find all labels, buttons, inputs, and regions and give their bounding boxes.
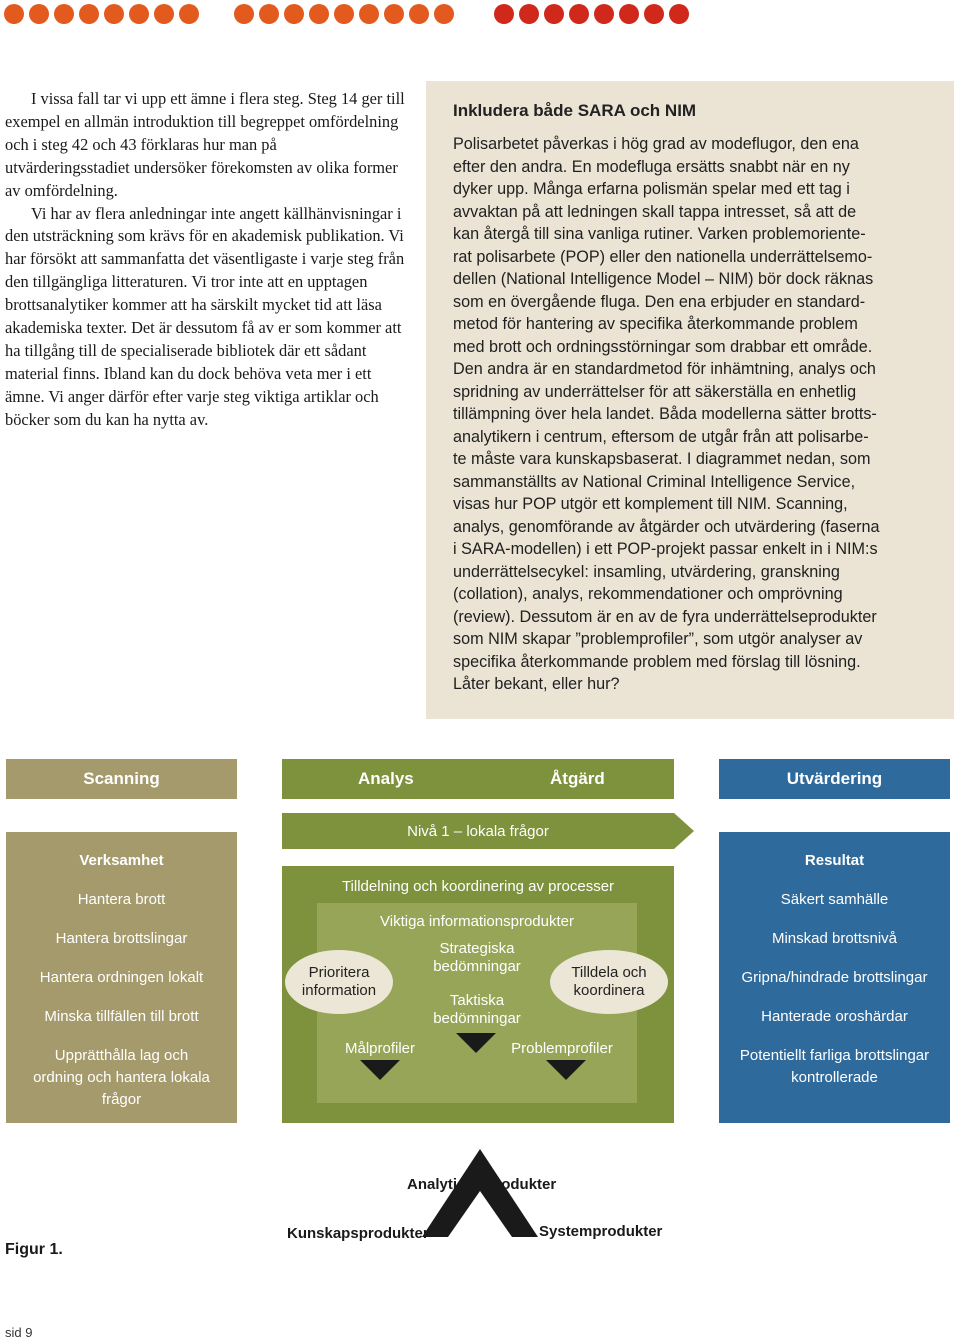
decorative-dot <box>309 4 329 24</box>
info-box-line: tillämpning över hela landet. Båda modellerna sätter brotts- <box>453 405 877 423</box>
decorative-dot <box>619 4 639 24</box>
prioritize-label: Prioritera information <box>301 964 377 999</box>
activity-item: Upprätthålla lag och ordning och hantera lokala frågor <box>33 1047 210 1108</box>
result-item: Hanterade oroshärdar <box>761 1008 908 1025</box>
decorative-dot <box>79 4 99 24</box>
info-box-line: sammanställts av National Criminal Intelligence Service, <box>453 472 856 491</box>
decorative-dot <box>54 4 74 24</box>
info-box-line: som NIM skapar ”problemprofiler”, som utgör analyser av <box>453 630 863 648</box>
activity-item: Hantera ordningen lokalt <box>39 969 204 986</box>
info-box-line: te måste vara kunskapsbaserat. I diagrammet nedan, som <box>453 450 871 468</box>
decorative-dot <box>384 4 404 24</box>
analytic-products-label: Analytiska produkter <box>407 1176 557 1193</box>
decorative-dot <box>594 4 614 24</box>
decorative-dot <box>494 4 514 24</box>
results-title: Resultat <box>804 852 865 869</box>
result-item: Säkert samhälle <box>780 891 889 908</box>
decorative-dot <box>669 4 689 24</box>
intro-paragraph-2: Vi har av flera anledningar inte angett källhänvisningar i den utsträckning som krävs för en akademisk publikation. Vi har försökt att sammanfatta det väsentligaste i varje steg från den tillgängliga litteraturen. Vi tror inte att en upptagen brottsanalytiker kommer att ha särskilt mycket tid att läsa akademiska texter. Det är dessutom få av er som kommer att ha tillgång till de specialiserade bibliotek där ett sådant material finns. Ibland kan du dock behöva veta mer i ett ämne. Vi anger därför efter varje steg viktiga artiklar och böcker som du kan ha nytta av. <box>5 203 405 429</box>
info-box-line: dellen (National Intelligence Model – NIM) bör dock räknas <box>453 270 874 288</box>
decorative-dot <box>234 4 254 24</box>
header-atgard-label: Åtgärd <box>550 769 605 788</box>
info-box-title: Inkludera både SARA och NIM <box>453 101 697 120</box>
decorative-dot <box>4 4 24 24</box>
strategic-assessments: Strategiska bedömningar <box>433 940 521 975</box>
result-item: Minskad brottsnivå <box>771 930 898 947</box>
triangle-marker <box>360 1060 400 1080</box>
prioritize-ellipse <box>285 950 393 1014</box>
header-analys-label: Analys <box>358 769 414 788</box>
header-scanning <box>6 759 237 799</box>
info-box-line: med brott och ordningsstörningar som drabbar ett område. <box>453 337 873 356</box>
target-profiles-label: Målprofiler <box>344 1040 416 1057</box>
decorative-dot <box>644 4 664 24</box>
info-box-line: spridning av underrättelser för att säkerställa en enhetlig <box>453 382 857 401</box>
info-box-line: kan återgå till sina vanliga rutiner. Varken problemoriente- <box>453 225 866 243</box>
decorative-dot <box>334 4 354 24</box>
activity-item: Hantera brottslingar <box>55 930 188 947</box>
header-utvardering-label: Utvärdering <box>786 769 883 788</box>
decorative-dot <box>434 4 454 24</box>
decorative-dot <box>544 4 564 24</box>
allocate-ellipse <box>550 950 668 1014</box>
info-box-line: metod för hantering av specifika återkommande problem <box>453 315 858 333</box>
result-item: Gripna/hindrade brottslingar <box>741 969 928 986</box>
decorative-dot <box>519 4 539 24</box>
info-box-line: Den andra är en standardmetod för inhämtning, analys och <box>453 360 876 378</box>
info-box-line: rat polisarbete (POP) eller den nationella underrättelsemo- <box>453 247 873 266</box>
allocate-label: Tilldela och koordinera <box>571 964 647 999</box>
triangle-marker <box>456 1033 496 1053</box>
intro-paragraph-1: I vissa fall tar vi upp ett ämne i flera steg. Steg 14 ger till exempel en allmän introduktion till begreppet omfördelning och i steg 42 och 43 förklaras hur man på utvärderingsstadiet undersöker förekomsten av olika former av omfördelning. <box>5 89 405 200</box>
info-box-line: Låter bekant, eller hur? <box>453 675 620 693</box>
activities-column <box>6 832 237 1123</box>
decorative-dot <box>104 4 124 24</box>
activity-item: Minska tillfällen till brott <box>44 1008 199 1025</box>
results-column <box>719 832 950 1123</box>
decorative-dot <box>359 4 379 24</box>
info-box-body <box>453 133 933 696</box>
activity-item: Hantera brott <box>77 891 166 908</box>
triangle-marker <box>546 1060 586 1080</box>
info-box-line: (collation), analys, rekommendationer och omprövning <box>453 585 843 603</box>
page-number: sid 9 <box>5 1325 33 1340</box>
info-box-line: analytikern i centrum, eftersom de utgår från att polisarbe- <box>453 427 869 446</box>
info-box-line: i SARA-modellen) i ett POP-projekt passar enkelt in i NIM:s <box>453 540 878 558</box>
system-products-label: Systemprodukter <box>539 1223 663 1240</box>
activities-title: Verksamhet <box>79 852 164 869</box>
level-arrow-label: Nivå 1 – lokala frågor <box>407 823 549 840</box>
info-box-line: dyker upp. Många erfarna polismän spelar med ett tag i <box>453 180 850 198</box>
header-utvardering <box>719 759 950 799</box>
process-title: Tilldelning och koordinering av processer <box>341 878 615 895</box>
info-box-line: (review). Dessutom är en av de fyra underrättelseprodukter <box>453 607 877 626</box>
result-item: Potentiellt farliga brottslingar kontrollerade <box>739 1047 930 1086</box>
info-box-line: Polisarbetet påverkas i hög grad av modeflugor, den ena <box>453 135 859 153</box>
info-box-line: analys, genomförande av åtgärder och utvärdering (faserna <box>453 517 880 536</box>
problem-profiles-label: Problemprofiler <box>511 1040 613 1057</box>
info-box-line: avvaktan på att ledningen skall tappa intresset, så att de <box>453 202 857 221</box>
info-box-line: efter den andra. En modefluga ersätts snabbt när en ny <box>453 157 850 176</box>
info-box-line: som en övergående fluga. Den ena erbjuder en standard- <box>453 292 866 311</box>
info-box-line: visas hur POP utgör ett komplement till NIM. Scanning, <box>453 495 848 513</box>
decorative-dot <box>409 4 429 24</box>
decorative-dot <box>259 4 279 24</box>
decorative-dot <box>29 4 49 24</box>
tactical-assessments: Taktiska bedömningar <box>433 992 521 1027</box>
decorative-dot <box>284 4 304 24</box>
header-scanning-label: Scanning <box>83 769 160 788</box>
intro-text <box>5 88 405 432</box>
decorative-dot <box>179 4 199 24</box>
figure-label: Figur 1. <box>5 1241 63 1258</box>
decorative-dot <box>129 4 149 24</box>
info-box-line: underrättelsecykel: insamling, utvärdering, granskning <box>453 562 840 581</box>
decorative-dot <box>154 4 174 24</box>
decorative-dot <box>569 4 589 24</box>
knowledge-products-label: Kunskapsprodukter <box>287 1225 429 1242</box>
header-analys-atgard <box>282 759 674 799</box>
info-products-title: Viktiga informationsprodukter <box>380 913 574 930</box>
info-box-line: specifika återkommande problem med förslag till lösning. <box>453 652 861 671</box>
